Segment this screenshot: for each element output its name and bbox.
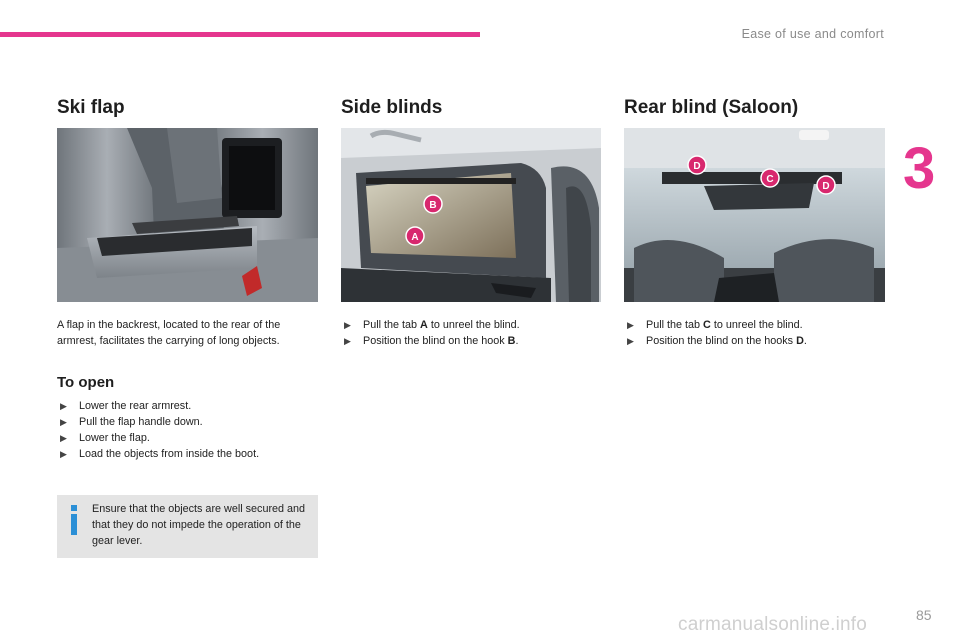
list-item: ▶ Lower the flap. bbox=[60, 432, 150, 444]
list-item: ▶ Pull the tab A to unreel the blind. bbox=[344, 319, 520, 331]
arrow-bullet-icon: ▶ bbox=[627, 336, 634, 346]
arrow-bullet-icon: ▶ bbox=[627, 320, 634, 330]
chapter-number: 3 bbox=[903, 136, 936, 201]
side-blinds-steps bbox=[341, 317, 601, 349]
list-item: ▶ Pull the flap handle down. bbox=[60, 416, 203, 428]
ski-flap-title: Ski flap bbox=[57, 97, 125, 118]
callout-label-b: B bbox=[429, 200, 437, 211]
callout-label-d-left: D bbox=[693, 161, 701, 172]
callout-label-c: C bbox=[766, 174, 774, 185]
info-box bbox=[57, 495, 318, 558]
page-number: 85 bbox=[916, 607, 932, 623]
side-blinds-title: Side blinds bbox=[341, 97, 443, 118]
arrow-bullet-icon: ▶ bbox=[344, 320, 351, 330]
arrow-bullet-icon: ▶ bbox=[60, 433, 67, 443]
list-item: ▶ Position the blind on the hooks D. bbox=[627, 335, 807, 347]
watermark: carmanualsonline.info bbox=[678, 614, 868, 635]
list-item: ▶ Pull the tab C to unreel the blind. bbox=[627, 319, 803, 331]
ski-flap-photo bbox=[57, 128, 318, 302]
rear-blind-photo bbox=[624, 128, 885, 302]
ski-flap-steps bbox=[57, 398, 319, 462]
arrow-bullet-icon: ▶ bbox=[60, 401, 67, 411]
rear-blind-steps bbox=[624, 317, 885, 349]
callout-label-d-right: D bbox=[822, 181, 830, 192]
side-blinds-photo bbox=[341, 128, 601, 302]
info-text: Ensure that the objects are well secured and that they do not impede the operation of the gear lever. bbox=[92, 503, 306, 547]
list-item: ▶ Lower the rear armrest. bbox=[60, 400, 192, 412]
list-item: ▶ Load the objects from inside the boot. bbox=[60, 448, 260, 460]
to-open-title: To open bbox=[57, 374, 115, 391]
info-icon bbox=[69, 505, 79, 535]
header-accent-bar bbox=[0, 32, 480, 37]
ski-flap-description: A flap in the backrest, located to the rear of the armrest, facilitates the carrying of long objects. bbox=[57, 319, 281, 347]
rear-blind-title: Rear blind (Saloon) bbox=[624, 97, 799, 118]
list-item: ▶ Position the blind on the hook B. bbox=[344, 335, 519, 347]
arrow-bullet-icon: ▶ bbox=[60, 449, 67, 459]
section-label: Ease of use and comfort bbox=[741, 27, 884, 41]
arrow-bullet-icon: ▶ bbox=[344, 336, 351, 346]
callout-label-a: A bbox=[411, 232, 419, 243]
arrow-bullet-icon: ▶ bbox=[60, 417, 67, 427]
